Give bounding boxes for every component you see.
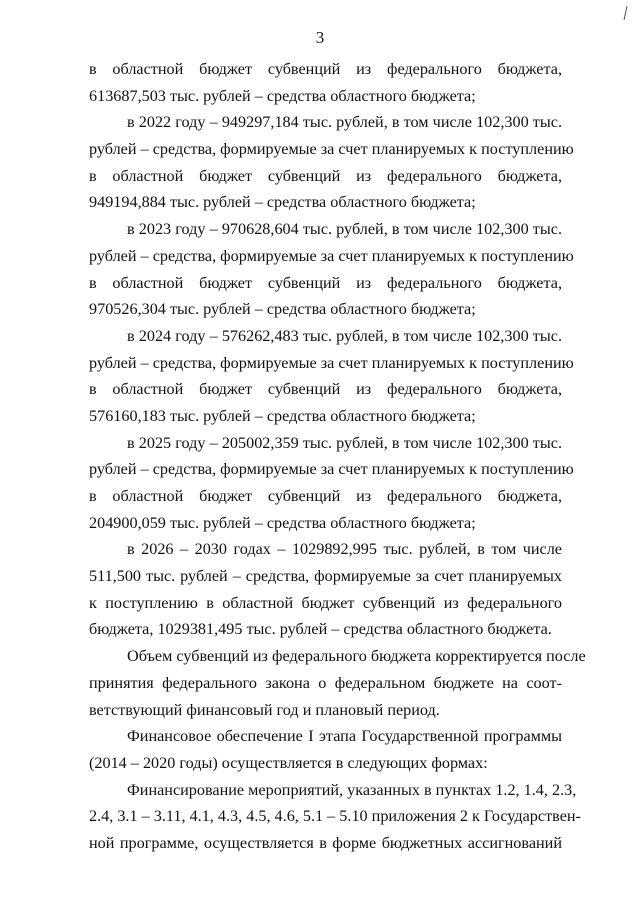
text-line: рублей – средства, формируемые за счет планируемых к поступлению xyxy=(89,460,574,479)
text-line: 970526,304 тыс. рублей – средства областного бюджета; xyxy=(89,300,476,319)
text-line: 576160,183 тыс. рублей – средства областного бюджета; xyxy=(89,406,476,425)
text-line: ной программе, осуществляется в форме бюджетных ассигнований xyxy=(89,833,562,852)
text-line: 2.4, 3.1 – 3.11, 4.1, 4.3, 4.5, 4.6, 5.1 – 5.10 приложения 2 к Государствен- xyxy=(89,807,581,826)
text-line: 949194,884 тыс. рублей – средства областного бюджета; xyxy=(89,193,476,212)
text-line: рублей – средства, формируемые за счет планируемых к поступлению xyxy=(89,353,574,372)
text-line: в 2024 году – 576262,483 тыс. рублей, в том числе 102,300 тыс. xyxy=(127,326,562,345)
text-line: в 2023 году – 970628,604 тыс. рублей, в том числе 102,300 тыс. xyxy=(127,220,562,239)
scan-mark xyxy=(624,6,628,20)
text-line: в областной бюджет субвенций из федерального бюджета, xyxy=(89,60,562,78)
page-number: 3 xyxy=(315,28,325,47)
text-line: ветствующий финансовый год и плановый период. xyxy=(89,700,440,719)
text-line: Объем субвенций из федерального бюджета корректируется после xyxy=(127,647,586,666)
text-line: 204900,059 тыс. рублей – средства областного бюджета; xyxy=(89,513,476,532)
text-line: к поступлению в областной бюджет субвенций из федерального xyxy=(89,593,562,612)
text-line: в областной бюджет субвенций из федерального бюджета, xyxy=(89,487,562,505)
document-body xyxy=(89,56,586,857)
text-line: в областной бюджет субвенций из федерального бюджета, xyxy=(89,273,562,292)
text-line: в 2026 – 2030 годах – 1029892,995 тыс. рублей, в том числе xyxy=(127,540,562,559)
text-line: в областной бюджет субвенций из федерального бюджета, xyxy=(89,166,562,185)
text-line: в 2022 году – 949297,184 тыс. рублей, в том числе 102,300 тыс. xyxy=(127,113,562,132)
text-line: 613687,503 тыс. рублей – средства областного бюджета; xyxy=(89,86,476,105)
text-line: принятия федерального закона о федеральном бюджете на соот- xyxy=(89,673,562,692)
text-line: 511,500 тыс. рублей – средства, формируемые за счет планируемых xyxy=(89,567,562,586)
text-line: рублей – средства, формируемые за счет планируемых к поступлению xyxy=(89,140,574,159)
text-line: в 2025 году – 205002,359 тыс. рублей, в том числе 102,300 тыс. xyxy=(127,433,562,452)
text-line: бюджета, 1029381,495 тыс. рублей – средства областного бюджета. xyxy=(89,620,552,639)
text-line: Финансирование мероприятий, указанных в пунктах 1.2, 1.4, 2.3, xyxy=(127,780,577,799)
text-line: Финансовое обеспечение I этапа Государственной программы xyxy=(127,727,562,746)
text-line: (2014 – 2020 годы) осуществляется в следующих формах: xyxy=(89,753,488,772)
text-line: рублей – средства, формируемые за счет планируемых к поступлению xyxy=(89,246,574,265)
text-line: в областной бюджет субвенций из федерального бюджета, xyxy=(89,380,562,399)
